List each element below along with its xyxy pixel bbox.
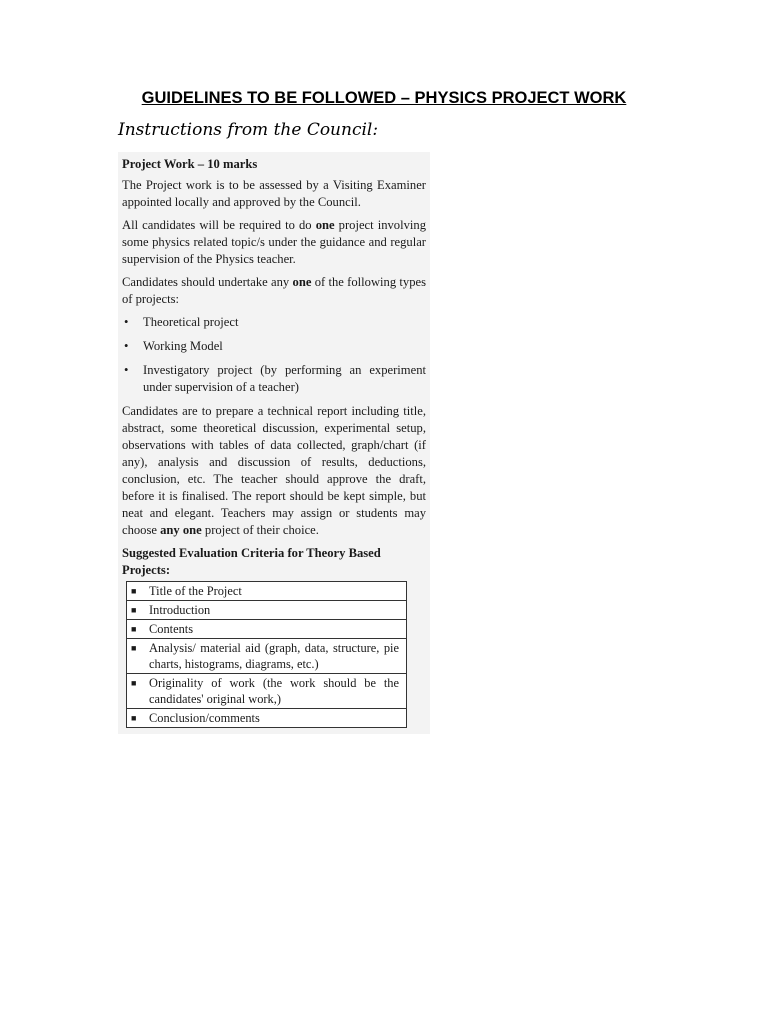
scanned-syllabus-excerpt bbox=[118, 152, 430, 734]
report-paragraph bbox=[122, 403, 426, 539]
table-cell bbox=[127, 639, 407, 674]
list-item bbox=[122, 314, 426, 331]
table-cell bbox=[127, 674, 407, 709]
project-types-list bbox=[122, 314, 426, 396]
table-row bbox=[127, 674, 407, 709]
bullet-icon: • bbox=[124, 315, 129, 329]
para-text: project of their choice. bbox=[201, 523, 319, 537]
candidates-paragraph bbox=[122, 217, 426, 268]
list-item-text: Working Model bbox=[143, 339, 223, 353]
project-types-intro bbox=[122, 274, 426, 308]
square-bullet-icon: ■ bbox=[131, 678, 137, 688]
para-text: project involving some physics related topic/s under the guidance and regular supervision of the Physics teacher. bbox=[122, 218, 426, 266]
criterion-text: Analysis/ material aid (graph, data, structure, pie charts, histograms, diagrams, etc.) bbox=[149, 641, 399, 671]
table-cell bbox=[127, 620, 407, 639]
square-bullet-icon: ■ bbox=[131, 624, 137, 634]
square-bullet-icon: ■ bbox=[131, 586, 137, 596]
criterion-text: Introduction bbox=[149, 603, 211, 617]
square-bullet-icon: ■ bbox=[131, 605, 137, 615]
emphasis-text: any one bbox=[160, 523, 202, 537]
list-item bbox=[122, 362, 426, 396]
list-item-text: Theoretical project bbox=[143, 315, 239, 329]
table-cell bbox=[127, 601, 407, 620]
criterion-text: Title of the Project bbox=[149, 584, 242, 598]
bullet-icon: • bbox=[124, 339, 129, 353]
instructions-subtitle: Instructions from the Council: bbox=[118, 120, 379, 140]
emphasis-text: one bbox=[315, 218, 335, 232]
list-item-text: Investigatory project (by performing an experiment under supervision of a teacher) bbox=[143, 363, 426, 394]
table-cell bbox=[127, 709, 407, 728]
para-text: Candidates should undertake any bbox=[122, 275, 293, 289]
table-row bbox=[127, 709, 407, 728]
table-row bbox=[127, 582, 407, 601]
assessment-paragraph: The Project work is to be assessed by a Visiting Examiner appointed locally and approved by the Council. bbox=[122, 178, 426, 209]
evaluation-criteria-table bbox=[126, 581, 407, 728]
criterion-text: Conclusion/comments bbox=[149, 711, 260, 725]
table-cell bbox=[127, 582, 407, 601]
criterion-text: Originality of work (the work should be the candidates' original work,) bbox=[149, 676, 399, 706]
square-bullet-icon: ■ bbox=[131, 713, 137, 723]
emphasis-text: one bbox=[292, 275, 312, 289]
square-bullet-icon: ■ bbox=[131, 643, 137, 653]
project-work-heading: Project Work – 10 marks bbox=[122, 157, 258, 171]
table-row bbox=[127, 601, 407, 620]
list-item bbox=[122, 338, 426, 355]
page-title: GUIDELINES TO BE FOLLOWED – PHYSICS PROJECT WORK bbox=[141, 89, 627, 107]
criterion-text: Contents bbox=[149, 622, 194, 636]
para-text: All candidates will be required to do bbox=[122, 218, 316, 232]
para-text: of the following types of projects: bbox=[122, 275, 426, 306]
para-text: Candidates are to prepare a technical report including title, abstract, some theoretical discussion, experimental setup, observations with tables of data collected, graph/chart (if any), analysis and discussion of results, deductions, conclusion, etc. The teacher should approve the draft, before it is finalised. The report should be kept simple, but neat and elegant. Teachers may assign or students may choose bbox=[122, 404, 426, 537]
bullet-icon: • bbox=[124, 363, 129, 377]
table-row bbox=[127, 639, 407, 674]
evaluation-criteria-title: Suggested Evaluation Criteria for Theory Based Projects: bbox=[122, 546, 381, 577]
table-row bbox=[127, 620, 407, 639]
